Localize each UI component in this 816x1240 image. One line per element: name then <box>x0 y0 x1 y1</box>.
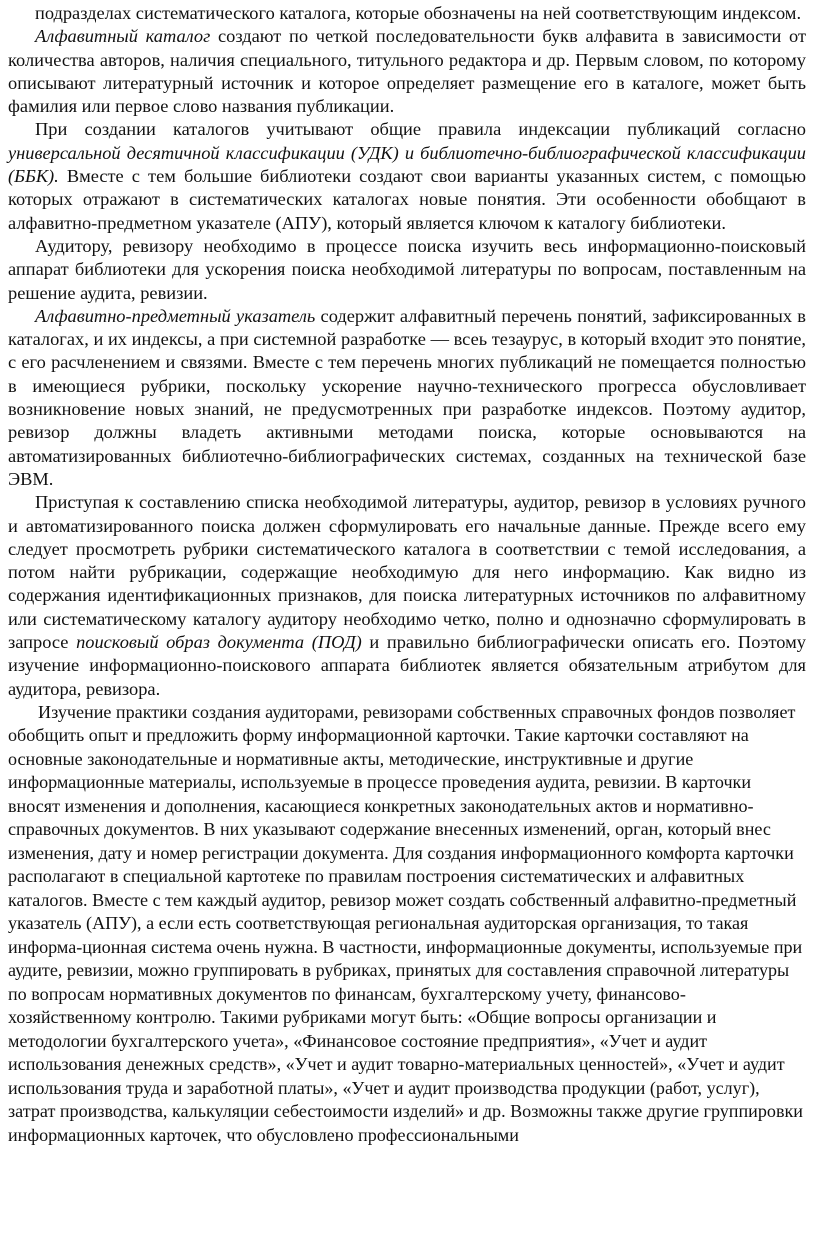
paragraph-info-cards: Изучение практики создания аудиторами, ревизорами собственных справочных фондов позволяет обобщить опыт и предложить форму информационной карточки. Такие карточки составляют на основные законодательные и нормативные акты, методические, инструктивные и другие информационные материалы, используемые в процессе проведения аудита, ревизии. В карточки вносят изменения и дополнения, касающиеся конкретных законодательных актов и нормативно-справочных документов. В них указывают содержание внесенных изменений, орган, который внес изменения, дату и номер регистрации документа. Для создания информационного комфорта карточки располагают в специальной картотеке по правилам построения систематических и алфавитных каталогов. Вместе с тем каждый аудитор, ревизор может создать собственный алфавитно-предметный указатель (АПУ), а если есть соответствующая региональная аудиторская организация, то такая информа-ционная система очень нужна. В частности, информационные документы, используемые при аудите, ревизии, можно группировать в рубриках, принятых для составления справочной литературы по вопросам нормативных документов по финансам, бухгалтерскому учету, финансово-хозяйственному контролю. Такими рубриками могут быть: «Общие вопросы организации и методологии бухгалтерского учета», «Финансовое состояние предприятия», «Учет и аудит использования денежных средств», «Учет и аудит товарно-материальных ценностей», «Учет и аудит использования труда и заработной платы», «Учет и аудит производства продукции (работ, услуг), затрат производства, калькуляции себестоимости изделий» и др. Возможны также другие группировки информационных карточек, что обусловлено профессиональными <box>8 701 803 1145</box>
paragraph-subject-index <box>8 305 806 491</box>
term-udk-bbk: универсальной десятичной классификации (УДК) и библиотечно-библиографической классификации (ББК). <box>8 142 806 187</box>
paragraph-auditor-search: Аудитору, ревизору необходимо в процессе поиска изучить весь информационно-поисковый аппарат библиотеки для ускорения поиска необходимой литературы по вопросам, поставленным на решение аудита, ревизии. <box>8 235 806 303</box>
paragraph-text: и правильно библиографически описать его. Поэтому изучение информационно-поискового аппарата библиотек является обязательным атрибутом для аудитора, ревизора. <box>8 632 806 699</box>
paragraph-classification <box>8 118 806 234</box>
paragraph-text: содержит алфавитный перечень понятий, зафиксированных в каталогах, и их индексы, а при системной разработке — всеь тезаурус, в который входит это понятие, с его расчленением и связями. Вместе с тем перечень многих публикаций не помещается полностью в имеющиеся рубрики, поскольку ускорение научно-технического прогресса обусловливает возникновение новых знаний, не предусмотренных при разработке индексов. Поэтому аудитор, ревизор должны владеть активными методами поиска, которые основываются на автоматизированных библиотечно-библиографических системах, созданных на технической базе ЭВМ. <box>8 305 806 489</box>
paragraph-continuation: подразделах систематического каталога, которые обозначены на ней соответствующим индексом. <box>35 3 802 23</box>
paragraph-text: Приступая к составлению списка необходимой литературы, аудитор, ревизор в условиях ручного и автоматизированного поиска должен сформулировать его начальные данные. Прежде всего ему следует просмотреть рубрики систематического каталога в соответствии с темой исследования, а потом найти рубрикации, содержащие необходимую для него информацию. Как видно из содержания идентификационных признаков, для поиска литературных источников по алфавитному или систематическому каталогу аудитору необходимо четко, полно и однозначно сформулировать в запросе <box>8 492 806 653</box>
paragraph-text: Вместе с тем большие библиотеки создают свои варианты указанных систем, с помощью которых отражают в систематических каталогах новые понятия. Эти особенности обобщают в алфавитно-предметном указателе (АПУ), который является ключом к каталогу библиотеки. <box>8 166 806 233</box>
paragraph-literature-list <box>8 491 806 701</box>
paragraph-alphabetic-catalog <box>8 25 806 118</box>
term-subject-index: Алфавитно-предметный указатель <box>35 305 316 326</box>
paragraph-text: При создании каталогов учитывают общие правила индексации публикаций согласно <box>35 119 806 140</box>
paragraph-text: создают по четкой последовательности букв алфавита в зависимости от количества авторов, наличия специального, титульного редактора и др. Первым словом, по которому описывают литературный источник и которое определяет размещение его в каталоге, может быть фамилия или первое слово названия публикации. <box>8 26 807 117</box>
term-search-image: поисковый образ документа (ПОД) <box>76 632 362 653</box>
term-alphabetic-catalog: Алфавитный каталог <box>35 26 211 47</box>
